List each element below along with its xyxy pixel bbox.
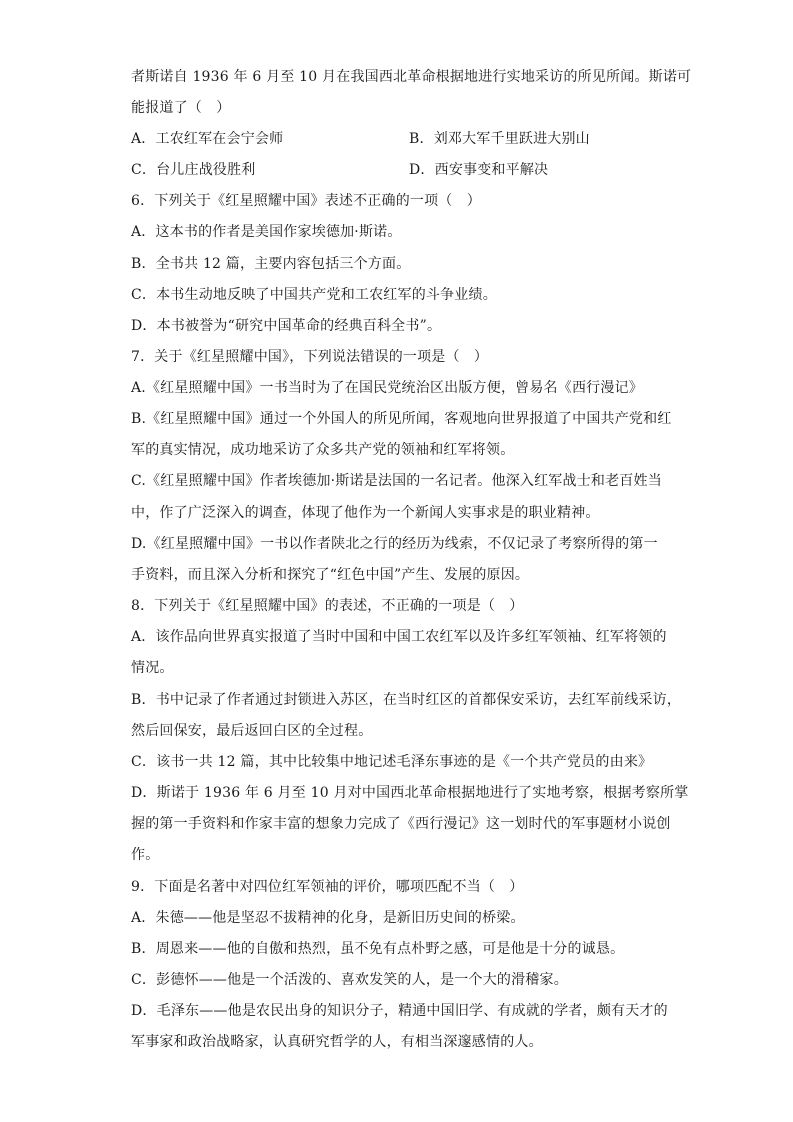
option-a: A.《红星照耀中国》一书当时为了在国民党统治区出版方便，曾易名《西行漫记》: [131, 380, 643, 396]
option-d: D．斯诺于 1936 年 6 月至 10 月对中国西北革命根据地进行了实地考察，根据考察所掌: [131, 785, 689, 801]
option-b: B．书中记录了作者通过封锁进入苏区，在当时红区的首都保安采访，去红军前线采访，: [131, 692, 682, 708]
text-line: 军的真实情况，成功地采访了众多共产党的领袖和红军将领。: [131, 442, 515, 458]
option-a: A．工农红军在会宁会师: [131, 131, 284, 147]
text-line: 者斯诺自 1936 年 6 月至 10 月在我国西北革命根据地进行实地采访的所见所闻。斯诺可: [131, 69, 692, 85]
text-line: 手资料，而且深入分析和探究了“红色中国”产生、发展的原因。: [131, 567, 530, 583]
option-c: C．本书生动地反映了中国共产党和工农红军的斗争业绩。: [131, 287, 497, 303]
option-b: B．全书共 12 篇，主要内容包括三个方面。: [131, 256, 411, 272]
option-d: D．本书被誉为“研究中国革命的经典百科全书”。: [131, 318, 442, 334]
question-9: 9．下面是名著中对四位红军领袖的评价，哪项匹配不当（ ）: [131, 879, 524, 895]
question-6: 6．下列关于《红星照耀中国》表述不正确的一项（ ）: [131, 193, 481, 209]
text-line: 能报道了（ ）: [131, 100, 231, 116]
text-line: 然后回保安，最后返回白区的全过程。: [131, 723, 373, 739]
option-d: D.《红星照耀中国》一书以作者陕北之行的经历为线索，不仅记录了考察所得的第一: [131, 536, 658, 552]
question-8: 8．下列关于《红星照耀中国》的表述，不正确的一项是（ ）: [131, 598, 524, 614]
option-d: D．毛泽东——他是农民出身的知识分子，精通中国旧学、有成就的学者，颇有天才的: [131, 1003, 668, 1019]
text-line: 情况。: [131, 660, 174, 676]
option-b: B．周恩来——他的自傲和热烈，虽不免有点朴野之感，可是他是十分的诚恳。: [131, 941, 625, 957]
text-line: 作。: [131, 847, 160, 863]
text-line: 军事家和政治战略家，认真研究哲学的人，有相当深邃感情的人。: [131, 1034, 543, 1050]
option-a: A．该作品向世界真实报道了当时中国和中国工农红军以及许多红军领袖、红军将领的: [131, 629, 667, 645]
option-c: C．台儿庄战役胜利: [131, 162, 256, 178]
option-d: D．西安事变和平解决: [409, 162, 549, 178]
option-c: C．彭德怀——他是一个活泼的、喜欢发笑的人，是一个大的滑稽家。: [131, 972, 568, 988]
option-a: A．这本书的作者是美国作家埃德加·斯诺。: [131, 224, 402, 240]
option-a: A．朱德——他是坚忍不拔精神的化身，是新旧历史间的桥梁。: [131, 910, 525, 926]
option-c: C.《红星照耀中国》作者埃德加·斯诺是法国的一名记者。他深入红军战士和老百姓当: [131, 473, 662, 489]
option-c: C．该书一共 12 篇，其中比较集中地记述毛泽东事迹的是《一个共产党员的由来》: [131, 754, 653, 770]
text-line: 握的第一手资料和作家丰富的想象力完成了《西行漫记》这一划时代的军事题材小说创: [131, 816, 671, 832]
option-b: B．刘邓大军千里跃进大别山: [409, 131, 590, 147]
question-7: 7．关于《红星照耀中国》，下列说法错误的一项是（ ）: [131, 349, 489, 365]
option-b: B.《红星照耀中国》通过一个外国人的所见所闻，客观地向世界报道了中国共产党和红: [131, 411, 672, 427]
text-line: 中，作了广泛深入的调查，体现了他作为一个新闻人实事求是的职业精神。: [131, 505, 600, 521]
